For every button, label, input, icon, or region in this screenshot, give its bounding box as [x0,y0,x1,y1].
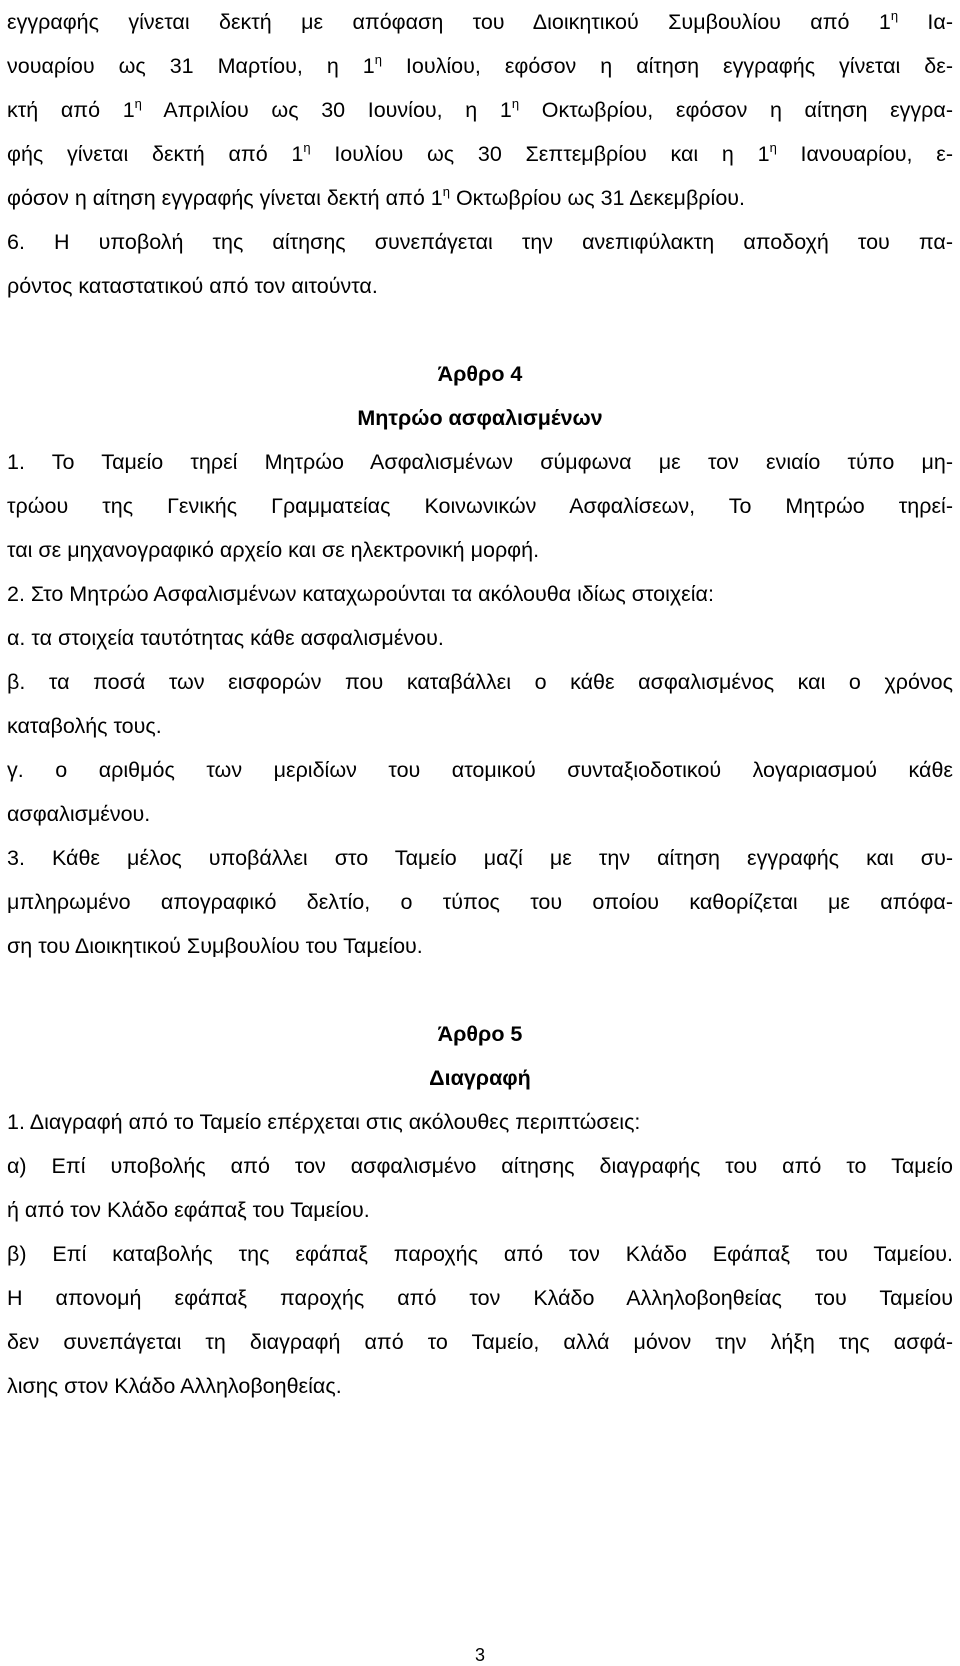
text-line [7,1232,953,1276]
text-line [7,572,953,616]
heading-line [7,1056,953,1100]
text-segment: ασφαλισμένου. [7,802,151,826]
text-line [7,880,953,924]
text-segment: 6. Η υποβολή της αίτησης συνεπάγεται την ανεπιφύλακτη αποδοχή του πα- [7,230,953,254]
text-line [7,176,953,220]
text-line [7,792,953,836]
text-line [7,220,953,264]
text-line [7,44,953,88]
text-line [7,1188,953,1232]
superscript: η [374,52,382,67]
text-segment: ση του Διοικητικού Συμβουλίου του Ταμείου. [7,934,423,958]
text-segment: α) Επί υποβολής από τον ασφαλισμένο αίτησης διαγραφής του από το Ταμείο [7,1154,953,1178]
text-line [7,616,953,660]
text-line [7,264,953,308]
text-segment: Ιουλίου, εφόσον η αίτηση εγγραφής γίνεται δε- [381,54,953,78]
text-line [7,528,953,572]
text-segment: εγγραφής γίνεται δεκτή με απόφαση του Διοικητικού Συμβουλίου από 1 [7,10,891,34]
text-segment: β. τα ποσά των εισφορών που καταβάλλει ο κάθε ασφαλισμένος και ο χρόνος [7,670,953,694]
text-line [7,0,953,44]
text-line [7,1100,953,1144]
text-line [7,924,953,968]
text-segment: μπληρωμένο απογραφικό δελτίο, ο τύπος του οποίου καθορίζεται με απόφα- [7,890,953,914]
text-line [7,1320,953,1364]
text-segment: ται σε μηχανογραφικό αρχείο και σε ηλεκτρονική μορφή. [7,538,540,562]
text-line [7,748,953,792]
text-line [7,660,953,704]
superscript: η [303,140,311,155]
text-segment: 2. Στο Μητρώο Ασφαλισμένων καταχωρούνται τα ακόλουθα ιδίως στοιχεία: [7,582,714,606]
text-segment: 1. Διαγραφή από το Ταμείο επέρχεται στις ακόλουθες περιπτώσεις: [7,1110,641,1134]
text-segment: Ιανουαρίου, ε- [776,142,954,166]
heading-line [7,396,953,440]
text-line [7,88,953,132]
text-segment: Η απονομή εφάπαξ παροχής από τον Κλάδο Αλληλοβοηθείας του Ταμείου [7,1286,953,1310]
text-segment: δεν συνεπάγεται τη διαγραφή από το Ταμείο, αλλά μόνον την λήξη της ασφά- [7,1330,953,1354]
text-segment: Οκτωβρίου, εφόσον η αίτηση εγγρα- [519,98,953,122]
text-segment: Απριλίου ως 30 Ιουνίου, η 1 [141,98,512,122]
superscript: η [890,8,899,23]
text-segment: φής γίνεται δεκτή από 1 [7,142,304,166]
text-segment: γ. ο αριθμός των μεριδίων του ατομικού συνταξιοδοτικού λογαριασμού κάθε [7,758,953,782]
superscript: η [511,96,520,111]
text-segment: φόσον η αίτηση εγγραφής γίνεται δεκτή από 1 [7,186,443,210]
text-line [7,484,953,528]
text-segment: νουαρίου ως 31 Μαρτίου, η 1 [7,54,375,78]
text-segment: Οκτωβρίου ως 31 Δεκεμβρίου. [449,186,746,210]
superscript: η [134,96,142,111]
text-line [7,1276,953,1320]
text-segment: α. τα στοιχεία ταυτότητας κάθε ασφαλισμένου. [7,626,444,650]
text-line [7,704,953,748]
text-segment: Άρθρο 4 [437,362,523,386]
text-segment: Ιουλίου ως 30 Σεπτεμβρίου και η 1 [310,142,770,166]
heading-line [7,352,953,396]
text-segment: Ια- [898,10,953,34]
heading-line [7,1012,953,1056]
text-segment: 3. Κάθε μέλος υποβάλλει στο Ταμείο μαζί με την αίτηση εγγραφής και συ- [7,846,953,870]
text-line [7,1364,953,1408]
superscript: η [442,184,450,199]
superscript: η [769,140,777,155]
text-segment: Άρθρο 5 [437,1022,523,1046]
text-line [7,1144,953,1188]
page-number: 3 [474,1645,485,1665]
text-segment: ρόντος καταστατικού από τον αιτούντα. [7,274,378,298]
text-segment: 1. Το Ταμείο τηρεί Μητρώο Ασφαλισμένων σύμφωνα με τον ενιαίο τύπο μη- [7,450,953,474]
text-line [7,440,953,484]
text-segment: Μητρώο ασφαλισμένων [357,406,603,430]
text-line [7,836,953,880]
text-segment: καταβολής τους. [7,714,162,738]
text-segment: λισης στον Κλάδο Αλληλοβοηθείας. [7,1374,342,1398]
text-segment: Διαγραφή [429,1066,531,1090]
text-segment: κτή από 1 [7,98,135,122]
text-segment: τρώου της Γενικής Γραμματείας Κοινωνικών Ασφαλίσεων, Το Μητρώο τηρεί- [7,494,953,518]
text-segment: ή από τον Κλάδο εφάπαξ του Ταμείου. [7,1198,370,1222]
text-line [7,132,953,176]
text-segment: β) Επί καταβολής της εφάπαξ παροχής από τον Κλάδο Εφάπαξ του Ταμείου. [7,1242,953,1266]
